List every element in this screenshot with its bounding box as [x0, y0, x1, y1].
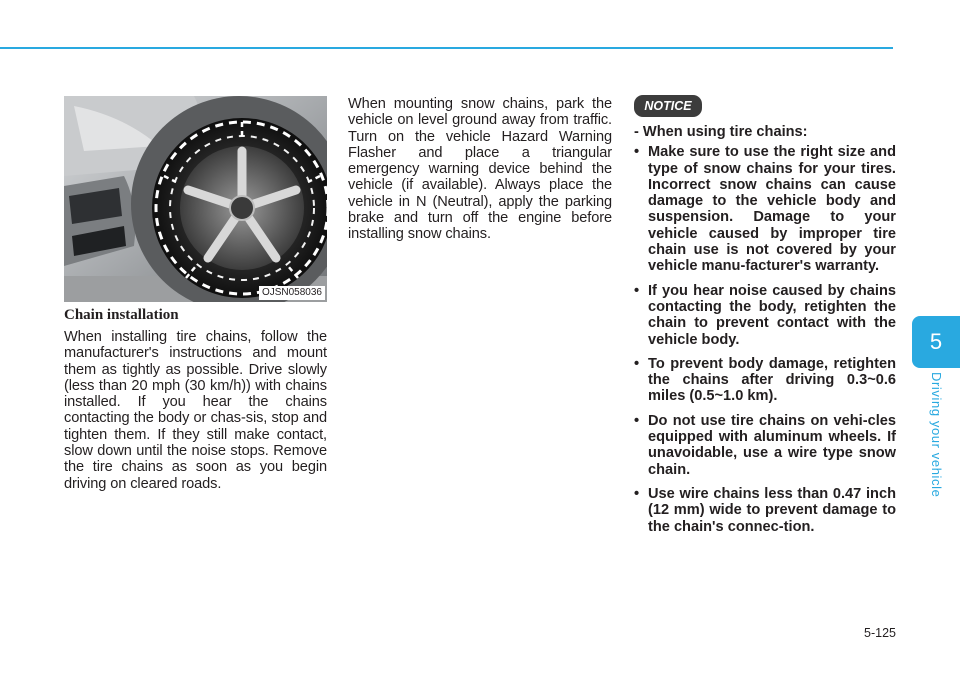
bullet-icon: • [634, 144, 640, 161]
bullet-icon: • [634, 355, 640, 372]
chapter-number-tab: 5 [912, 316, 960, 368]
notice-item-text: To prevent body damage, retighten the chains after driving 0.3~0.6 miles (0.5~1.0 km). [648, 355, 896, 405]
page-number: 5-125 [864, 626, 896, 640]
section-body-text: When installing tire chains, follow the manufacturer's instructions and mount them as tightly as possible. Drive slowly (less than 20 mph (30 km/h)) with chains installed. If you hear the chains contacting the body or chas-sis, stop and tighten them. If they still make contact, slow down until the noise stops. Remove the tire chains as soon as you begin driving on cleared roads. [64, 329, 327, 492]
notice-item [634, 283, 896, 348]
notice-badge: NOTICE [634, 95, 702, 117]
notice-list [634, 144, 896, 535]
notice-box [634, 124, 896, 543]
notice-item-text: Make sure to use the right size and type of snow chains for your tires. Incorrect snow chains can cause damage to the vehicle body and suspension. Damage to your vehicle caused by improper tire chain use is not covered by your vehicle manu-facturer's warranty. [648, 144, 896, 275]
bullet-icon: • [634, 282, 640, 299]
notice-item [634, 413, 896, 478]
notice-item-text: Use wire chains less than 0.47 inch (12 mm) wide to prevent damage to the chain's connec-tion. [648, 485, 896, 535]
bullet-icon: • [634, 412, 640, 429]
mounting-instructions-text: When mounting snow chains, park the vehicle on level ground away from traffic. Turn on the vehicle Hazard Warning Flasher and place a triangular emergency warning device behind the vehicle (if available). Always place the vehicle in N (Neutral), apply the parking brake and turn off the engine before installing snow chains. [348, 96, 612, 243]
notice-item [634, 486, 896, 535]
notice-item [634, 356, 896, 405]
header-rule [0, 47, 893, 49]
notice-item-text: If you hear noise caused by chains contacting the body, retighten the chain to prevent contact with the vehicle body. [648, 282, 896, 348]
notice-intro: - When using tire chains: [634, 124, 808, 140]
tire-chain-photo [64, 96, 327, 302]
bullet-icon: • [634, 485, 640, 502]
figure-code: OJSN058036 [259, 286, 325, 300]
chapter-title: Driving your vehicle [929, 372, 944, 498]
car-wheel-illustration [64, 96, 327, 302]
notice-item [634, 144, 896, 274]
notice-item-text: Do not use tire chains on vehi-cles equipped with aluminum wheels. If unavoidable, use a wire type snow chain. [648, 412, 896, 478]
section-heading: Chain installation [64, 307, 179, 323]
